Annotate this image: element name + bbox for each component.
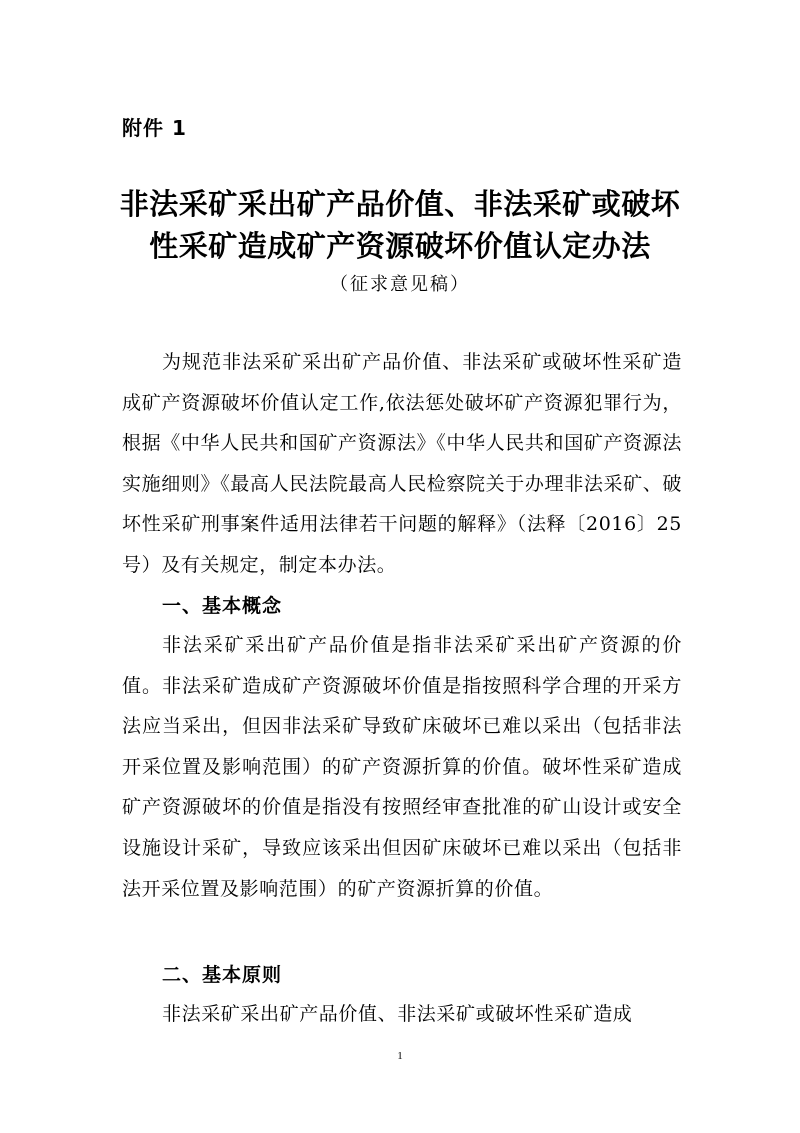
page-number: 1	[397, 1050, 403, 1062]
document-title-line-1: 非法采矿采出矿产品价值、非法采矿或破坏	[119, 187, 681, 221]
intro-paragraph: 为规范非法采矿采出矿产品价值、非法采矿或破坏性采矿造成矿产资源破坏价值认定工作,依法惩处破坏矿产资源犯罪行为，根据《中华人民共和国矿产资源法》《中华人民共和国矿产资源法实施细则》《最高人民法院最高人民检察院关于办理非法采矿、破坏性采矿刑事案件适用法律若干问题的解释》（法释〔2016〕25 号）及有关规定，制定本办法。	[122, 351, 682, 576]
section-heading-basic-principles: 二、基本原则	[162, 964, 283, 986]
section-paragraph-basic-principles: 非法采矿采出矿产品价值、非法采矿或破坏性采矿造成	[162, 1003, 633, 1025]
attachment-label: 附件 1	[122, 116, 187, 140]
document-subtitle: （征求意见稿）	[330, 274, 470, 295]
document-title-line-2: 性采矿造成矿产资源破坏价值认定办法	[149, 229, 651, 263]
section-paragraph-basic-concepts: 非法采矿采出矿产品价值是指非法采矿采出矿产资源的价值。非法采矿造成矿产资源破坏价值是指按照科学合理的开采方法应当采出，但因非法采矿导致矿床破坏已难以采出（包括非法开采位置及影响范围）的矿产资源折算的价值。破坏性采矿造成矿产资源破坏的价值是指没有按照经审查批准的矿山设计或安全设施设计采矿，导致应该采出但因矿床破坏已难以采出（包括非法开采位置及影响范围）的矿产资源折算的价值。	[122, 634, 682, 900]
section-heading-basic-concepts: 一、基本概念	[162, 595, 283, 617]
